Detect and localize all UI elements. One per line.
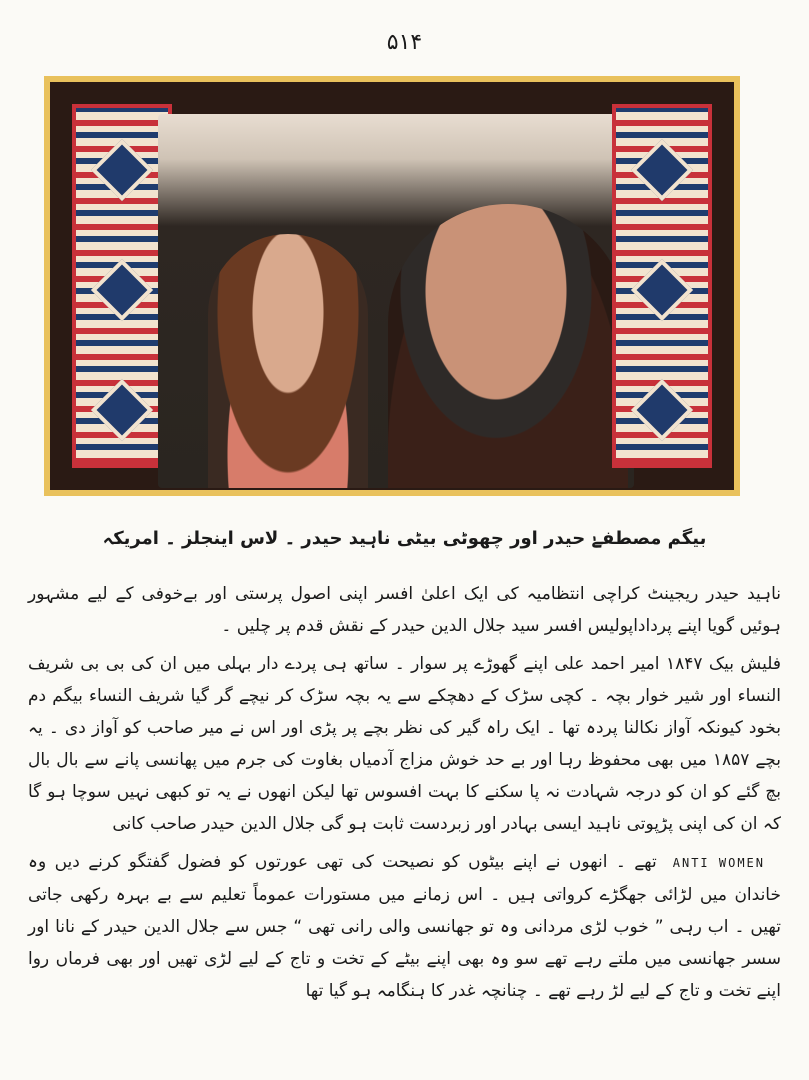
- rug-motif: [91, 379, 153, 441]
- photo-person-left: [208, 234, 368, 488]
- rug-panel-left: [72, 104, 172, 468]
- paragraph: ناہید حیدر ریجینٹ کراچی انتظامیہ کی ایک اعلیٰ افسر اپنی اصول پرستی اور بےخوفی کے لیے مشہور ہوئیں گویا اپنے پرداداپولیس افسر سید جلال الدین حیدر کے نقش قدم پر چلیں ۔: [28, 584, 781, 636]
- page-number: ۵۱۴: [386, 30, 423, 55]
- paragraph: [28, 846, 781, 1007]
- photograph: [158, 114, 634, 488]
- rug-motif: [631, 139, 693, 201]
- rug-motif: [91, 139, 153, 201]
- rug-border: [50, 82, 734, 490]
- rug-motif: [631, 379, 693, 441]
- photo-caption: بیگم مصطفےٰ حیدر اور چھوٹی بیٹی ناہید حیدر ۔ لاس اینجلز ۔ امریکہ: [102, 528, 707, 549]
- photo-frame: [44, 76, 740, 496]
- rug-motif: [91, 259, 153, 321]
- photo-person-right: [388, 204, 628, 488]
- paragraph-text: تھے ۔ انھوں نے اپنے بیٹوں کو نصیحت کی تھی عورتوں کو فضول گفتگو کرنے دیں وہ خاندان میں لڑائی جھگڑے کرواتی ہیں ۔ اس زمانے میں مستورات عموماً تعلیم سے بے بہرہ رکھی جاتی تھیں ۔ اب رہی ” خوب لڑی مردانی وہ تو جھانسی والی رانی تھی “ جس سے جلال الدین حیدر کے نانا اور سسر جھانسی میں ملتے رہے تھے سو وہ بھی اپنے بیٹے کے تخت و تاج کے لیے لڑی تھیں اور بھی فرماں روا اپنے تخت و تاج کے لیے لڑ رہے تھے ۔ چنانچہ غدر کا ہنگامہ ہو گیا تھا: [28, 852, 781, 1001]
- rug-motif: [631, 259, 693, 321]
- rug-panel-right: [612, 104, 712, 468]
- paragraph: فلیش بیک ۱۸۴۷ امیر احمد علی اپنے گھوڑے پر سوار ۔ ساتھ ہی پردے دار بہلی میں ان کی بی بی شریف النساء اور شیر خوار بچہ ۔ کچی سڑک کے دھچکے سے یہ بچہ سڑک کر نیچے گر گیا شریف النساء بیگم دم بخود کیونکہ آواز نکالنا پردہ تھا ۔ ایک راہ گیر کی نظر بچے پر پڑی اور اس نے میر صاحب کو آواز دی ۔ یہ بچے ۱۸۵۷ میں بھی محفوظ رہا اور بے حد خوش مزاج آدمیاں بغاوت کی جرم میں پھانسی پانے سے بال بال بچ گئے کو ان کو درجہ شہادت نہ پا سکنے کا بہت افسوس تھا لیکن انھوں نے یہ تو کبھی نہیں سوچا ہو گا کہ ان کی اپنی پڑپوتی ناہید ایسی بہادر اور زبردست ثابت ہو گی جلال الدین حیدر صاحب کانی: [28, 654, 781, 834]
- inline-latin-text: ANTI WOMEN: [672, 856, 765, 870]
- body-text: [28, 578, 781, 1013]
